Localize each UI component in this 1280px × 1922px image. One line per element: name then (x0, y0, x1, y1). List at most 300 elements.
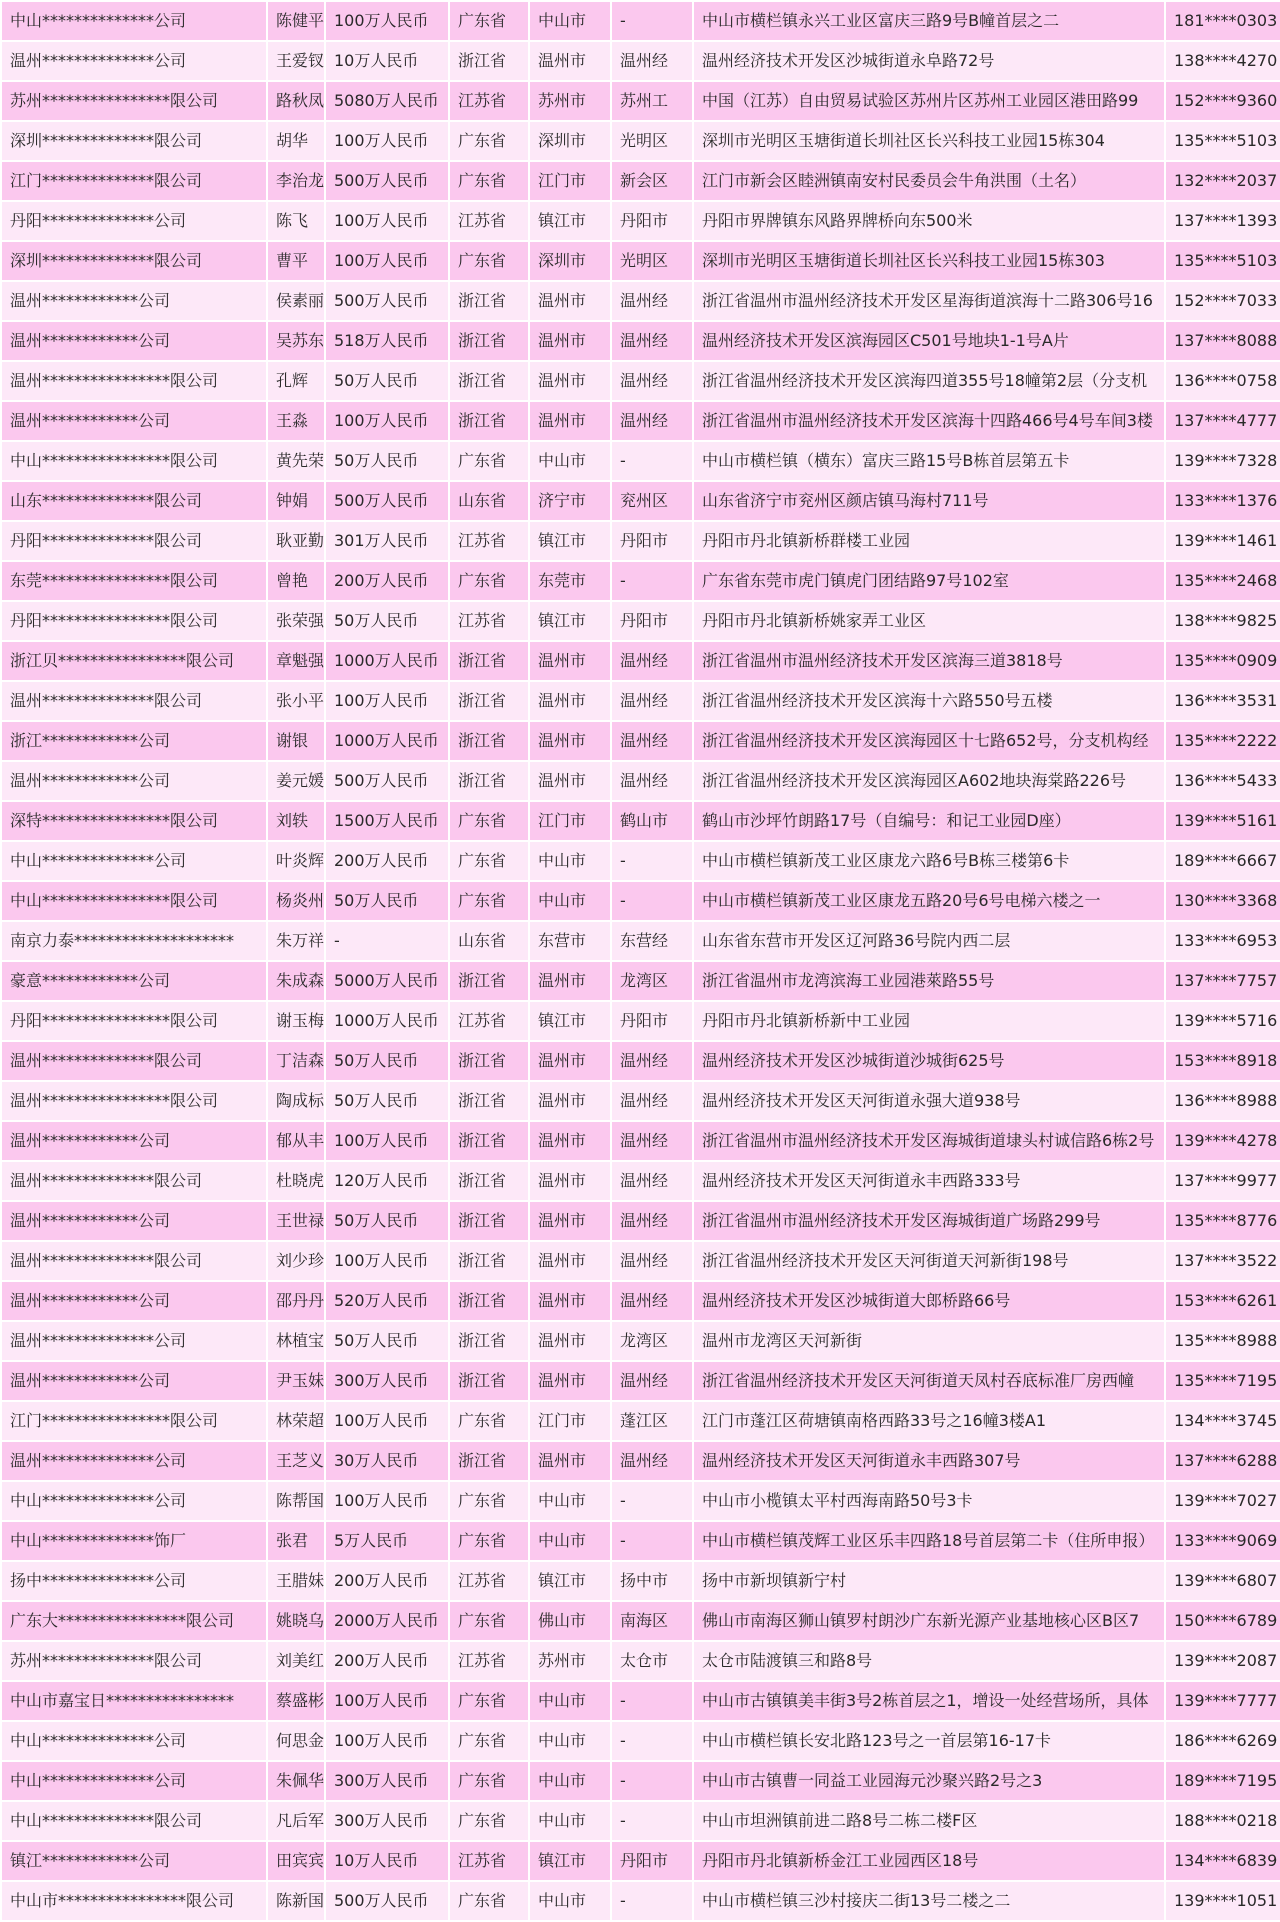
province-cell: 广东省 (450, 162, 528, 200)
address-cell: 深圳市光明区玉塘街道长圳社区长兴科技工业园15栋304 (694, 122, 1164, 160)
district-cell: 东营经 (612, 922, 692, 960)
phone-cell: 189****6667 (1166, 842, 1280, 880)
company-name-cell: 温州**************公司 (2, 42, 266, 80)
district-cell: 温州经 (612, 282, 692, 320)
province-cell: 浙江省 (450, 1162, 528, 1200)
table-row (2, 1282, 1280, 1320)
contact-name-cell: 章魁强 (268, 642, 324, 680)
company-name-cell: 南京力泰******************** (2, 922, 266, 960)
address-cell: 温州经济技术开发区沙城街道永阜路72号 (694, 42, 1164, 80)
company-name-cell: 江门**************限公司 (2, 162, 266, 200)
contact-name-cell: 王爱钗 (268, 42, 324, 80)
phone-cell: 137****3522 (1166, 1242, 1280, 1280)
city-cell: 中山市 (530, 2, 610, 40)
city-cell: 中山市 (530, 1802, 610, 1840)
registered-capital-cell: 200万人民币 (326, 842, 448, 880)
province-cell: 广东省 (450, 1802, 528, 1840)
contact-name-cell: 叶炎辉 (268, 842, 324, 880)
address-cell: 丹阳市界牌镇东风路界牌桥向东500米 (694, 202, 1164, 240)
address-cell: 温州经济技术开发区天河街道永丰西路333号 (694, 1162, 1164, 1200)
city-cell: 深圳市 (530, 122, 610, 160)
address-cell: 丹阳市丹北镇新桥姚家弄工业区 (694, 602, 1164, 640)
district-cell: 温州经 (612, 322, 692, 360)
registered-capital-cell: 518万人民币 (326, 322, 448, 360)
registered-capital-cell: 300万人民币 (326, 1802, 448, 1840)
company-name-cell: 温州************公司 (2, 322, 266, 360)
contact-name-cell: 陈飞 (268, 202, 324, 240)
phone-cell: 137****1393 (1166, 202, 1280, 240)
province-cell: 浙江省 (450, 682, 528, 720)
contact-name-cell: 钟娟 (268, 482, 324, 520)
district-cell: 温州经 (612, 1202, 692, 1240)
contact-name-cell: 路秋凤 (268, 82, 324, 120)
phone-cell: 135****8776 (1166, 1202, 1280, 1240)
table-row (2, 1042, 1280, 1080)
registered-capital-cell: 1500万人民币 (326, 802, 448, 840)
registered-capital-cell: 100万人民币 (326, 1722, 448, 1760)
phone-cell: 152****9360 (1166, 82, 1280, 120)
province-cell: 浙江省 (450, 962, 528, 1000)
district-cell: 温州经 (612, 1042, 692, 1080)
province-cell: 浙江省 (450, 322, 528, 360)
phone-cell: 139****7027 (1166, 1482, 1280, 1520)
phone-cell: 134****6839 (1166, 1842, 1280, 1880)
company-name-cell: 浙江************公司 (2, 722, 266, 760)
city-cell: 温州市 (530, 1282, 610, 1320)
address-cell: 浙江省温州经济技术开发区滨海园区A602地块海棠路226号 (694, 762, 1164, 800)
province-cell: 广东省 (450, 2, 528, 40)
province-cell: 广东省 (450, 1722, 528, 1760)
province-cell: 浙江省 (450, 402, 528, 440)
registered-capital-cell: 520万人民币 (326, 1282, 448, 1320)
province-cell: 江苏省 (450, 1642, 528, 1680)
district-cell: - (612, 1762, 692, 1800)
table-row (2, 1802, 1280, 1840)
table-row (2, 1762, 1280, 1800)
district-cell: 温州经 (612, 402, 692, 440)
company-name-cell: 广东大****************限公司 (2, 1602, 266, 1640)
city-cell: 温州市 (530, 322, 610, 360)
district-cell: 温州经 (612, 1162, 692, 1200)
table-row (2, 402, 1280, 440)
province-cell: 浙江省 (450, 1442, 528, 1480)
company-name-cell: 温州************公司 (2, 282, 266, 320)
registered-capital-cell: 100万人民币 (326, 1482, 448, 1520)
province-cell: 浙江省 (450, 1202, 528, 1240)
city-cell: 镇江市 (530, 1562, 610, 1600)
registered-capital-cell: 200万人民币 (326, 1562, 448, 1600)
contact-name-cell: 吴苏东 (268, 322, 324, 360)
city-cell: 东莞市 (530, 562, 610, 600)
district-cell: 龙湾区 (612, 1322, 692, 1360)
registered-capital-cell: 5万人民币 (326, 1522, 448, 1560)
table-row (2, 762, 1280, 800)
phone-cell: 130****3368 (1166, 882, 1280, 920)
district-cell: 温州经 (612, 1442, 692, 1480)
registered-capital-cell: 200万人民币 (326, 1642, 448, 1680)
district-cell: - (612, 2, 692, 40)
province-cell: 广东省 (450, 1402, 528, 1440)
company-name-cell: 苏州****************限公司 (2, 82, 266, 120)
city-cell: 佛山市 (530, 1602, 610, 1640)
contact-name-cell: 尹玉妹 (268, 1362, 324, 1400)
contact-name-cell: 陈新国 (268, 1882, 324, 1920)
district-cell: 温州经 (612, 1242, 692, 1280)
table-row (2, 1002, 1280, 1040)
province-cell: 浙江省 (450, 1042, 528, 1080)
contact-name-cell: 姚晓乌 (268, 1602, 324, 1640)
phone-cell: 181****0303 (1166, 2, 1280, 40)
district-cell: 温州经 (612, 1362, 692, 1400)
company-name-cell: 温州**************限公司 (2, 1242, 266, 1280)
city-cell: 镇江市 (530, 602, 610, 640)
district-cell: - (612, 1722, 692, 1760)
registered-capital-cell: 500万人民币 (326, 482, 448, 520)
address-cell: 广东省东莞市虎门镇虎门团结路97号102室 (694, 562, 1164, 600)
registered-capital-cell: 100万人民币 (326, 242, 448, 280)
province-cell: 浙江省 (450, 1242, 528, 1280)
address-cell: 佛山市南海区狮山镇罗村朗沙广东新光源产业基地核心区B区7 (694, 1602, 1164, 1640)
contact-name-cell: 曾艳 (268, 562, 324, 600)
city-cell: 镇江市 (530, 522, 610, 560)
registered-capital-cell: 50万人民币 (326, 1202, 448, 1240)
company-name-cell: 温州************公司 (2, 402, 266, 440)
phone-cell: 132****2037 (1166, 162, 1280, 200)
table-row (2, 362, 1280, 400)
address-cell: 中山市横栏镇新茂工业区康龙六路6号B栋三楼第6卡 (694, 842, 1164, 880)
address-cell: 江门市新会区睦洲镇南安村民委员会牛角洪围（土名） (694, 162, 1164, 200)
phone-cell: 135****0909 (1166, 642, 1280, 680)
province-cell: 广东省 (450, 882, 528, 920)
contact-name-cell: 李治龙 (268, 162, 324, 200)
city-cell: 中山市 (530, 1682, 610, 1720)
contact-name-cell: 邵丹丹 (268, 1282, 324, 1320)
contact-name-cell: 孔辉 (268, 362, 324, 400)
company-name-cell: 温州****************限公司 (2, 362, 266, 400)
city-cell: 温州市 (530, 1122, 610, 1160)
province-cell: 江苏省 (450, 602, 528, 640)
company-name-cell: 温州**************限公司 (2, 682, 266, 720)
registered-capital-cell: 500万人民币 (326, 162, 448, 200)
phone-cell: 139****4278 (1166, 1122, 1280, 1160)
registered-capital-cell: 301万人民币 (326, 522, 448, 560)
district-cell: 温州经 (612, 1082, 692, 1120)
province-cell: 浙江省 (450, 1362, 528, 1400)
province-cell: 广东省 (450, 842, 528, 880)
contact-name-cell: 谢玉梅 (268, 1002, 324, 1040)
address-cell: 丹阳市丹北镇新桥群楼工业园 (694, 522, 1164, 560)
company-name-cell: 温州************公司 (2, 1202, 266, 1240)
registered-capital-cell: 50万人民币 (326, 602, 448, 640)
contact-name-cell: 姜元媛 (268, 762, 324, 800)
phone-cell: 139****2087 (1166, 1642, 1280, 1680)
table-row (2, 1522, 1280, 1560)
province-cell: 江苏省 (450, 522, 528, 560)
city-cell: 镇江市 (530, 202, 610, 240)
table-row (2, 642, 1280, 680)
contact-name-cell: 曹平 (268, 242, 324, 280)
contact-name-cell: 丁洁森 (268, 1042, 324, 1080)
city-cell: 温州市 (530, 642, 610, 680)
city-cell: 苏州市 (530, 82, 610, 120)
table-row (2, 1162, 1280, 1200)
address-cell: 浙江省温州经济技术开发区滨海十六路550号五楼 (694, 682, 1164, 720)
district-cell: 南海区 (612, 1602, 692, 1640)
district-cell: 温州经 (612, 762, 692, 800)
province-cell: 浙江省 (450, 42, 528, 80)
table-row (2, 42, 1280, 80)
contact-name-cell: 王芝义 (268, 1442, 324, 1480)
phone-cell: 186****6269 (1166, 1722, 1280, 1760)
phone-cell: 150****6789 (1166, 1602, 1280, 1640)
table-row (2, 562, 1280, 600)
province-cell: 广东省 (450, 1482, 528, 1520)
city-cell: 中山市 (530, 1482, 610, 1520)
table-row (2, 122, 1280, 160)
district-cell: 光明区 (612, 122, 692, 160)
phone-cell: 137****9977 (1166, 1162, 1280, 1200)
address-cell: 浙江省温州市温州经济技术开发区滨海十四路466号4号车间3楼 (694, 402, 1164, 440)
table-row (2, 322, 1280, 360)
table-row (2, 482, 1280, 520)
phone-cell: 139****6807 (1166, 1562, 1280, 1600)
table-row (2, 202, 1280, 240)
phone-cell: 137****8088 (1166, 322, 1280, 360)
contact-name-cell: 蔡盛彬 (268, 1682, 324, 1720)
province-cell: 山东省 (450, 922, 528, 960)
district-cell: - (612, 1682, 692, 1720)
company-name-cell: 中山**************公司 (2, 1482, 266, 1520)
table-row (2, 842, 1280, 880)
registered-capital-cell: 50万人民币 (326, 882, 448, 920)
district-cell: 温州经 (612, 682, 692, 720)
city-cell: 江门市 (530, 802, 610, 840)
district-cell: 温州经 (612, 362, 692, 400)
district-cell: - (612, 562, 692, 600)
address-cell: 温州市龙湾区天河新街 (694, 1322, 1164, 1360)
table-row (2, 522, 1280, 560)
phone-cell: 137****4777 (1166, 402, 1280, 440)
district-cell: - (612, 1882, 692, 1920)
registered-capital-cell: 500万人民币 (326, 1882, 448, 1920)
contact-name-cell: 何思金 (268, 1722, 324, 1760)
city-cell: 温州市 (530, 962, 610, 1000)
table-row (2, 1602, 1280, 1640)
address-cell: 温州经济技术开发区天河街道永强大道938号 (694, 1082, 1164, 1120)
city-cell: 苏州市 (530, 1642, 610, 1680)
table-row (2, 242, 1280, 280)
contact-name-cell: 张君 (268, 1522, 324, 1560)
company-name-cell: 丹阳****************限公司 (2, 602, 266, 640)
table-row (2, 1442, 1280, 1480)
contact-name-cell: 杨炎州 (268, 882, 324, 920)
contact-name-cell: 林荣超 (268, 1402, 324, 1440)
address-cell: 浙江省温州市温州经济技术开发区海城街道埭头村诚信路6栋2号 (694, 1122, 1164, 1160)
contact-name-cell: 朱佩华 (268, 1762, 324, 1800)
company-name-cell: 丹阳**************公司 (2, 202, 266, 240)
contact-name-cell: 陈健平 (268, 2, 324, 40)
registered-capital-cell: 50万人民币 (326, 1042, 448, 1080)
province-cell: 广东省 (450, 1882, 528, 1920)
city-cell: 深圳市 (530, 242, 610, 280)
city-cell: 温州市 (530, 1442, 610, 1480)
address-cell: 浙江省温州市龙湾滨海工业园港萊路55号 (694, 962, 1164, 1000)
address-cell: 浙江省温州经济技术开发区滨海四道355号18幢第2层（分支机 (694, 362, 1164, 400)
province-cell: 江苏省 (450, 1842, 528, 1880)
province-cell: 浙江省 (450, 1322, 528, 1360)
table-row (2, 1482, 1280, 1520)
province-cell: 广东省 (450, 442, 528, 480)
company-name-cell: 温州****************限公司 (2, 1082, 266, 1120)
address-cell: 温州经济技术开发区沙城街道大郎桥路66号 (694, 1282, 1164, 1320)
registered-capital-cell: 50万人民币 (326, 1082, 448, 1120)
contact-name-cell: 侯素丽 (268, 282, 324, 320)
phone-cell: 134****3745 (1166, 1402, 1280, 1440)
phone-cell: 138****4270 (1166, 42, 1280, 80)
company-name-cell: 温州**************公司 (2, 1442, 266, 1480)
company-name-cell: 中山****************限公司 (2, 882, 266, 920)
province-cell: 广东省 (450, 242, 528, 280)
table-row (2, 922, 1280, 960)
company-name-cell: 深圳**************限公司 (2, 122, 266, 160)
district-cell: 丹阳市 (612, 1002, 692, 1040)
contact-name-cell: 杜晓虎 (268, 1162, 324, 1200)
table-row (2, 1722, 1280, 1760)
registered-capital-cell: 50万人民币 (326, 362, 448, 400)
contact-name-cell: 谢银 (268, 722, 324, 760)
company-name-cell: 中山**************公司 (2, 1762, 266, 1800)
phone-cell: 139****7777 (1166, 1682, 1280, 1720)
contact-name-cell: 王腊妹 (268, 1562, 324, 1600)
address-cell: 中山市小榄镇太平村西海南路50号3卡 (694, 1482, 1164, 1520)
address-cell: 温州经济技术开发区滨海园区C501号地块1-1号A片 (694, 322, 1164, 360)
address-cell: 温州经济技术开发区沙城街道沙城街625号 (694, 1042, 1164, 1080)
address-cell: 温州经济技术开发区天河街道永丰西路307号 (694, 1442, 1164, 1480)
phone-cell: 135****2222 (1166, 722, 1280, 760)
company-name-cell: 丹阳****************限公司 (2, 1002, 266, 1040)
province-cell: 江苏省 (450, 1002, 528, 1040)
phone-cell: 153****8918 (1166, 1042, 1280, 1080)
city-cell: 温州市 (530, 762, 610, 800)
province-cell: 广东省 (450, 1522, 528, 1560)
address-cell: 山东省东营市开发区辽河路36号院内西二层 (694, 922, 1164, 960)
city-cell: 镇江市 (530, 1842, 610, 1880)
address-cell: 太仓市陆渡镇三和路8号 (694, 1642, 1164, 1680)
province-cell: 浙江省 (450, 1282, 528, 1320)
phone-cell: 136****8988 (1166, 1082, 1280, 1120)
company-name-cell: 浙江贝****************限公司 (2, 642, 266, 680)
phone-cell: 189****7195 (1166, 1762, 1280, 1800)
table-row (2, 602, 1280, 640)
address-cell: 浙江省温州市温州经济技术开发区海城街道广场路299号 (694, 1202, 1164, 1240)
district-cell: 新会区 (612, 162, 692, 200)
city-cell: 温州市 (530, 1162, 610, 1200)
contact-name-cell: 凡后军 (268, 1802, 324, 1840)
address-cell: 扬中市新坝镇新宁村 (694, 1562, 1164, 1600)
phone-cell: 135****2468 (1166, 562, 1280, 600)
company-name-cell: 丹阳**************限公司 (2, 522, 266, 560)
address-cell: 中山市横栏镇（横东）富庆三路15号B栋首层第五卡 (694, 442, 1164, 480)
phone-cell: 139****5161 (1166, 802, 1280, 840)
contact-name-cell: 张荣强 (268, 602, 324, 640)
registered-capital-cell: 1000万人民币 (326, 722, 448, 760)
contact-name-cell: 刘美红 (268, 1642, 324, 1680)
registered-capital-cell: 100万人民币 (326, 122, 448, 160)
district-cell: 兖州区 (612, 482, 692, 520)
address-cell: 深圳市光明区玉塘街道长圳社区长兴科技工业园15栋303 (694, 242, 1164, 280)
registered-capital-cell: 100万人民币 (326, 1242, 448, 1280)
registered-capital-cell: 30万人民币 (326, 1442, 448, 1480)
registered-capital-cell: 120万人民币 (326, 1162, 448, 1200)
registered-capital-cell: 100万人民币 (326, 402, 448, 440)
city-cell: 中山市 (530, 882, 610, 920)
table-row (2, 682, 1280, 720)
registered-capital-cell: 100万人民币 (326, 1402, 448, 1440)
contact-name-cell: 张小平 (268, 682, 324, 720)
phone-cell: 139****1461 (1166, 522, 1280, 560)
registered-capital-cell: 5000万人民币 (326, 962, 448, 1000)
table-row (2, 1842, 1280, 1880)
company-name-cell: 扬中**************公司 (2, 1562, 266, 1600)
district-cell: - (612, 882, 692, 920)
province-cell: 广东省 (450, 1602, 528, 1640)
address-cell: 江门市蓬江区荷塘镇南格西路33号之16幢3楼A1 (694, 1402, 1164, 1440)
registered-capital-cell: 500万人民币 (326, 282, 448, 320)
address-cell: 浙江省温州经济技术开发区天河街道天河新街198号 (694, 1242, 1164, 1280)
contact-name-cell: 王世禄 (268, 1202, 324, 1240)
phone-cell: 133****9069 (1166, 1522, 1280, 1560)
registered-capital-cell: 100万人民币 (326, 202, 448, 240)
table-row (2, 1682, 1280, 1720)
city-cell: 温州市 (530, 1322, 610, 1360)
district-cell: 丹阳市 (612, 522, 692, 560)
city-cell: 温州市 (530, 282, 610, 320)
table-row (2, 162, 1280, 200)
contact-name-cell: 耿亚勤 (268, 522, 324, 560)
company-name-cell: 山东**************限公司 (2, 482, 266, 520)
phone-cell: 136****5433 (1166, 762, 1280, 800)
province-cell: 浙江省 (450, 1082, 528, 1120)
address-cell: 丹阳市丹北镇新桥新中工业园 (694, 1002, 1164, 1040)
province-cell: 山东省 (450, 482, 528, 520)
province-cell: 浙江省 (450, 642, 528, 680)
contact-name-cell: 朱万祥 (268, 922, 324, 960)
registered-capital-cell: 300万人民币 (326, 1362, 448, 1400)
contact-name-cell: 朱成森 (268, 962, 324, 1000)
city-cell: 中山市 (530, 842, 610, 880)
registered-capital-cell: 50万人民币 (326, 1322, 448, 1360)
table-row (2, 1122, 1280, 1160)
address-cell: 中山市古镇曹一同益工业园海元沙聚兴路2号之3 (694, 1762, 1164, 1800)
district-cell: 丹阳市 (612, 602, 692, 640)
address-cell: 浙江省温州经济技术开发区天河街道天凤村吞底标准厂房西幢 (694, 1362, 1164, 1400)
contact-name-cell: 王淼 (268, 402, 324, 440)
province-cell: 浙江省 (450, 362, 528, 400)
company-name-cell: 豪意************公司 (2, 962, 266, 1000)
table-row (2, 882, 1280, 920)
province-cell: 浙江省 (450, 722, 528, 760)
province-cell: 江苏省 (450, 82, 528, 120)
company-name-cell: 江门****************限公司 (2, 1402, 266, 1440)
phone-cell: 138****9825 (1166, 602, 1280, 640)
city-cell: 江门市 (530, 1402, 610, 1440)
province-cell: 广东省 (450, 1682, 528, 1720)
table-row (2, 1322, 1280, 1360)
contact-name-cell: 陈帮国 (268, 1482, 324, 1520)
city-cell: 温州市 (530, 722, 610, 760)
company-name-cell: 中山市嘉宝日**************** (2, 1682, 266, 1720)
company-name-cell: 中山**************公司 (2, 842, 266, 880)
